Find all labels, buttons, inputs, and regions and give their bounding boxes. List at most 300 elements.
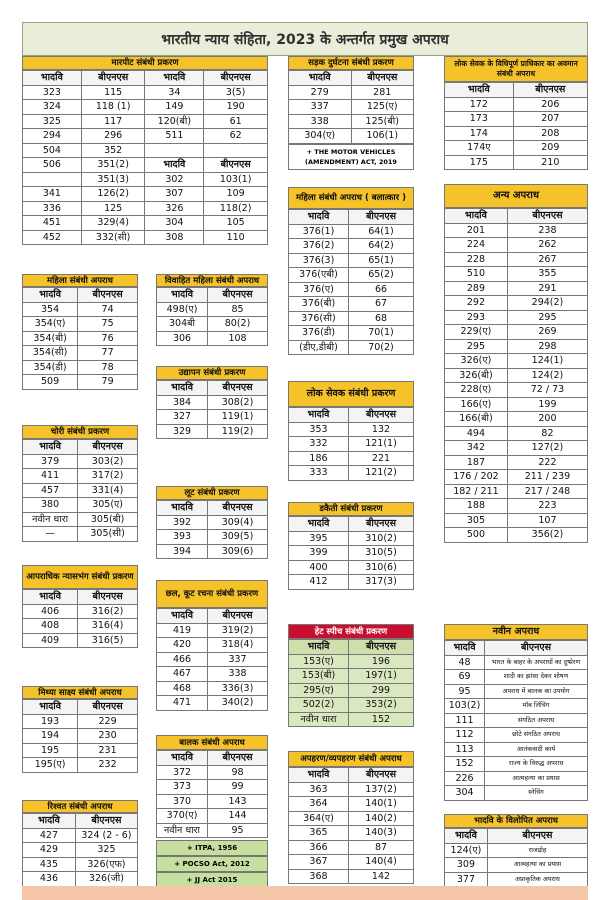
table-cell: 98: [208, 765, 268, 780]
table-cell: 206: [513, 97, 587, 112]
section-title: लोक सेवक के विधिपूर्ण प्राधिकार का अवमान संबंधी अपराध: [444, 56, 588, 82]
table-row: [23, 758, 138, 773]
column-header-ipc: भादवि: [445, 209, 508, 224]
column-header-bns: बीएनएस: [349, 640, 414, 655]
table-cell: 196: [349, 654, 414, 669]
table-row: [289, 451, 414, 466]
table-cell: 376(3): [289, 253, 349, 268]
table-row: [289, 531, 414, 546]
table-row: [289, 654, 414, 669]
header-row: [23, 590, 138, 605]
header-row: [289, 210, 414, 225]
table-row: [23, 114, 268, 129]
table-row: [23, 172, 268, 187]
table-row: [289, 782, 414, 797]
table-cell: 373: [157, 780, 208, 795]
table-cell: 406: [23, 604, 78, 619]
motor-vehicles-note: + THE MOTOR VEHICLES (AMENDMENT) ACT, 2019: [288, 144, 414, 170]
table-cell: 372: [157, 765, 208, 780]
table-cell: 238: [507, 223, 587, 238]
section-title: अपहरण/व्यपहरण संबंधी अपराध: [288, 751, 414, 767]
table-row: [23, 843, 138, 858]
table-cell: 326(एफ): [75, 857, 137, 872]
table-cell: 309(5): [208, 530, 268, 545]
column-header-bns: बीएनएस: [507, 209, 587, 224]
table-cell: 222: [507, 455, 587, 470]
table-cell: 174: [445, 126, 514, 141]
header-row: [289, 71, 414, 86]
table-cell: 172: [445, 97, 514, 112]
section-table: [22, 287, 138, 390]
table-cell: 376(डी): [289, 326, 349, 341]
section-table: [156, 287, 268, 346]
header-row: [289, 517, 414, 532]
table-row: [157, 652, 268, 667]
table-cell: 231: [78, 743, 138, 758]
table-row: [289, 340, 414, 355]
table-cell: 364(ए): [289, 811, 349, 826]
table-cell: 289: [445, 281, 508, 296]
table-row: [289, 268, 414, 283]
table-cell: स्नेचिंग: [485, 786, 588, 801]
table-row: [445, 354, 588, 369]
section-table: [22, 439, 138, 542]
table-row: [289, 840, 414, 855]
section-rishvat: [22, 800, 138, 887]
table-cell: 193: [23, 714, 78, 729]
table-cell: 338: [208, 667, 268, 682]
table-cell: 95: [445, 684, 485, 699]
section-title: अन्य अपराध: [444, 184, 588, 208]
table-cell: 305: [445, 513, 508, 528]
table-cell: 72 / 73: [507, 383, 587, 398]
table-cell: 365: [289, 826, 349, 841]
table-cell: 336(3): [208, 681, 268, 696]
table-cell: 457: [23, 483, 78, 498]
section-table: [156, 608, 268, 711]
table-cell: 368: [289, 869, 349, 884]
table-cell: 80(2): [208, 317, 268, 332]
table-row: [289, 253, 414, 268]
column-header-bns: बीएनएस: [349, 517, 414, 532]
table-cell: 64(2): [349, 239, 414, 254]
table-cell: 395: [289, 531, 349, 546]
header-row: [289, 408, 414, 423]
table-cell: 354: [23, 302, 78, 317]
table-cell: 137(2): [349, 782, 414, 797]
table-row: [157, 544, 268, 559]
table-cell: 471: [157, 696, 208, 711]
table-cell: 121(2): [349, 466, 414, 481]
table-cell: 140(2): [349, 811, 414, 826]
section-title: सड़क दुर्घटना संबंधी प्रकरण: [288, 56, 414, 70]
section-title: भादवि के विलोपित अपराध: [444, 814, 588, 828]
section-table: [22, 70, 268, 245]
table-cell: 435: [23, 857, 76, 872]
table-cell: 269: [507, 325, 587, 340]
table-cell: नवीन धारा: [23, 512, 78, 527]
section-table: [156, 380, 268, 439]
table-cell: 132: [349, 422, 414, 437]
column-header-bns: बीएनएस: [75, 814, 137, 829]
column-header-ipc: भादवि: [289, 408, 349, 423]
table-cell: आत्महत्या का प्रयास: [487, 858, 587, 873]
table-cell: 109: [204, 187, 268, 202]
table-cell: 354(ए): [23, 317, 78, 332]
table-row: [23, 201, 268, 216]
table-cell: 153(ए): [289, 654, 349, 669]
table-cell: 376(1): [289, 224, 349, 239]
section-mahila-balatkar: [288, 187, 414, 355]
section-table: [288, 516, 414, 590]
table-cell: 323: [23, 85, 82, 100]
section-table: [288, 407, 414, 481]
table-row: [445, 310, 588, 325]
table-row: [445, 252, 588, 267]
table-cell: 332: [289, 437, 349, 452]
section-udyapan: [156, 366, 268, 439]
table-row: [289, 826, 414, 841]
table-cell: 427: [23, 828, 76, 843]
table-row: [23, 483, 138, 498]
table-cell: 226: [445, 771, 485, 786]
table-cell: 187: [445, 455, 508, 470]
table-row: [445, 684, 588, 699]
table-cell: 217 / 248: [507, 484, 587, 499]
table-cell: 174ए: [445, 141, 514, 156]
section-title: लोक सेवक संबंधी प्रकरण: [288, 381, 414, 407]
table-row: [23, 143, 268, 158]
table-cell: आत्महत्या का प्रयास: [485, 771, 588, 786]
note-itpa: + ITPA, 1956: [156, 840, 268, 856]
section-table: [444, 640, 588, 801]
column-header-bns: बीएनएस: [78, 440, 138, 455]
table-cell: 221: [349, 451, 414, 466]
section-loot: [156, 486, 268, 559]
table-cell: 354(सी): [23, 346, 78, 361]
table-cell: 364: [289, 797, 349, 812]
table-cell: 68: [349, 311, 414, 326]
column-header-ipc: भादवि: [23, 288, 78, 303]
table-row: [23, 216, 268, 231]
table-row: [445, 713, 588, 728]
table-cell: 224: [445, 238, 508, 253]
table-cell: 108: [208, 331, 268, 346]
column-header-ipc: भादवि: [157, 381, 208, 396]
table-row: [289, 712, 414, 727]
table-cell: 332(सी): [81, 230, 145, 245]
section-dakaiti: [288, 502, 414, 590]
column-header-ipc: भादवि: [157, 501, 208, 516]
table-row: [157, 331, 268, 346]
table-cell: [204, 143, 268, 158]
table-cell: 380: [23, 498, 78, 513]
table-cell: 318(4): [208, 638, 268, 653]
table-row: [289, 683, 414, 698]
table-cell: 412: [289, 575, 349, 590]
table-row: [23, 187, 268, 202]
table-row: [445, 325, 588, 340]
section-loksevak-vidhi: [444, 56, 588, 170]
column-header-bns: बीएनएस: [208, 501, 268, 516]
table-cell: 152: [445, 757, 485, 772]
table-row: [23, 512, 138, 527]
table-cell: 326(जी): [75, 872, 137, 887]
header-row: [23, 71, 268, 86]
table-row: [157, 765, 268, 780]
table-cell: 310(6): [349, 560, 414, 575]
table-cell: 61: [204, 114, 268, 129]
table-cell: 324: [23, 100, 82, 115]
table-row: [289, 129, 414, 144]
header-row: [157, 609, 268, 624]
table-cell: 124(2): [507, 368, 587, 383]
table-cell: 142: [349, 869, 414, 884]
table-row: [445, 412, 588, 427]
table-cell: 82: [507, 426, 587, 441]
table-cell: 143: [208, 794, 268, 809]
table-cell: 319(2): [208, 623, 268, 638]
header-row: [157, 751, 268, 766]
table-cell: 498(ए): [157, 302, 208, 317]
table-cell: 299: [349, 683, 414, 698]
table-cell: भारत के बाहर के अपराधों का दुष्प्रेरण: [485, 655, 588, 670]
table-cell: 120(बी): [145, 114, 204, 129]
table-cell: 419: [157, 623, 208, 638]
table-row: [445, 786, 588, 801]
table-cell: 392: [157, 515, 208, 530]
table-cell: 342: [445, 441, 508, 456]
table-cell: 152: [349, 712, 414, 727]
table-cell: 296: [81, 129, 145, 144]
table-cell: अपराध में बालक का उपयोग: [485, 684, 588, 699]
table-cell: 106(1): [351, 129, 414, 144]
section-title: आपराधिक न्यासभंग संबंधी प्रकरण: [22, 565, 138, 589]
table-cell: 67: [349, 297, 414, 312]
table-cell: 3(5): [204, 85, 268, 100]
column-header-ipc: भादवि: [289, 517, 349, 532]
table-cell: 316(2): [78, 604, 138, 619]
table-row: [445, 126, 588, 141]
table-row: [23, 454, 138, 469]
table-cell: 79: [78, 375, 138, 390]
section-balak: [156, 735, 268, 888]
table-cell: 85: [208, 302, 268, 317]
table-cell: 353(2): [349, 698, 414, 713]
table-row: [23, 527, 138, 542]
table-cell: 376(ए): [289, 282, 349, 297]
table-row: [157, 681, 268, 696]
table-cell: संगठित अपराध: [485, 713, 588, 728]
table-cell: 75: [78, 317, 138, 332]
table-cell: 291: [507, 281, 587, 296]
table-row: [445, 771, 588, 786]
table-row: [445, 223, 588, 238]
table-row: [23, 872, 138, 887]
table-row: [289, 114, 414, 129]
section-mahila: [22, 274, 138, 390]
column-header-ipc: भादवि: [289, 768, 349, 783]
table-cell: 308: [145, 230, 204, 245]
table-cell: 317(2): [78, 469, 138, 484]
column-header-bns: बीएनएस: [78, 700, 138, 715]
table-row: [445, 441, 588, 456]
section-table: [288, 209, 414, 355]
table-cell: 78: [78, 360, 138, 375]
table-row: [289, 466, 414, 481]
table-cell: 500: [445, 528, 508, 543]
table-row: [445, 757, 588, 772]
table-cell: 211 / 239: [507, 470, 587, 485]
table-cell: 317(3): [349, 575, 414, 590]
table-cell: 281: [351, 85, 414, 100]
table-cell: 112: [445, 728, 485, 743]
table-cell: 353: [289, 422, 349, 437]
column-header-bns: बीएनएस: [208, 751, 268, 766]
column-header-ipc: भादवि: [145, 71, 204, 86]
table-row: [445, 141, 588, 156]
table-cell: 429: [23, 843, 76, 858]
table-row: [289, 575, 414, 590]
table-row: [289, 100, 414, 115]
table-cell: 121(1): [349, 437, 414, 452]
table-row: [289, 85, 414, 100]
table-cell: 409: [23, 633, 78, 648]
table-cell: 351(3): [81, 172, 145, 187]
table-cell: 494: [445, 426, 508, 441]
column-header-bns: बीएनएस: [78, 288, 138, 303]
section-hate-speech: [288, 624, 414, 727]
table-cell: 366: [289, 840, 349, 855]
table-cell: 99: [208, 780, 268, 795]
table-row: [445, 742, 588, 757]
table-row: [289, 811, 414, 826]
section-title: छल, कूट रचना संबंधी प्रकरण: [156, 580, 268, 608]
table-cell: 309(6): [208, 544, 268, 559]
table-row: [289, 224, 414, 239]
table-row: [289, 437, 414, 452]
table-cell: 197(1): [349, 669, 414, 684]
table-row: [445, 397, 588, 412]
table-row: [23, 469, 138, 484]
table-row: [23, 743, 138, 758]
table-cell: 336: [23, 201, 82, 216]
column-header-ipc: भादवि: [445, 641, 485, 656]
table-cell: भादवि: [145, 158, 204, 173]
section-title: महिला संबंधी अपराध ( बलात्कार ): [288, 187, 414, 209]
table-row: [157, 515, 268, 530]
table-cell: 324 (2 - 6): [75, 828, 137, 843]
header-row: [289, 768, 414, 783]
column-header-ipc: भादवि: [23, 814, 76, 829]
column-header-bns: बीएनएस: [78, 590, 138, 605]
table-cell: 111: [445, 713, 485, 728]
table-cell: [23, 172, 82, 187]
table-row: [157, 696, 268, 711]
table-cell: 166(बी): [445, 412, 508, 427]
table-cell: 115: [81, 85, 145, 100]
table-row: [23, 857, 138, 872]
section-mithya: [22, 686, 138, 773]
table-row: [23, 129, 268, 144]
table-cell: 337: [208, 652, 268, 667]
table-cell: छोटे संगठित अपराध: [485, 728, 588, 743]
table-row: [23, 604, 138, 619]
table-cell: 153(बी): [289, 669, 349, 684]
table-cell: 279: [289, 85, 352, 100]
table-row: [23, 346, 138, 361]
column-header-ipc: भादवि: [157, 609, 208, 624]
main-title: भारतीय न्याय संहिता, 2023 के अन्तर्गत प्रमुख अपराध: [22, 22, 588, 56]
table-cell: 119(2): [208, 424, 268, 439]
section-chhal: [156, 580, 268, 711]
section-title: डकैती संबंधी प्रकरण: [288, 502, 414, 516]
table-cell: 399: [289, 546, 349, 561]
table-row: [445, 513, 588, 528]
column-header-bns: बीएनएस: [485, 641, 588, 656]
table-row: [445, 455, 588, 470]
table-cell: 340(2): [208, 696, 268, 711]
table-cell: 408: [23, 619, 78, 634]
table-cell: 393: [157, 530, 208, 545]
section-naveen: [444, 624, 588, 801]
table-cell: 305(ए): [78, 498, 138, 513]
table-cell: (डीए,डीबी): [289, 340, 349, 355]
table-cell: 166(ए): [445, 397, 508, 412]
table-row: [157, 623, 268, 638]
section-title: विवाहित महिला संबंधी अपराध: [156, 274, 268, 287]
table-row: [23, 85, 268, 100]
table-cell: आतंकवादी कार्य: [485, 742, 588, 757]
table-cell: 304बी: [157, 317, 208, 332]
section-title: महिला संबंधी अपराध: [22, 274, 138, 287]
column-header-bns: बीएनएस: [81, 71, 145, 86]
table-cell: 124(1): [507, 354, 587, 369]
table-cell: 354(बी): [23, 331, 78, 346]
table-cell: 208: [513, 126, 587, 141]
header-row: [157, 288, 268, 303]
table-row: [23, 498, 138, 513]
table-row: [445, 858, 588, 873]
table-row: [289, 326, 414, 341]
table-cell: 355: [507, 267, 587, 282]
table-cell: 316(4): [78, 619, 138, 634]
column-header-bns: बीएनएस: [513, 83, 587, 98]
table-row: [289, 869, 414, 884]
table-cell: 125: [81, 201, 145, 216]
section-apradhik-nyas: [22, 565, 138, 648]
table-cell: 126(2): [81, 187, 145, 202]
table-cell: 504: [23, 143, 82, 158]
section-chori: [22, 425, 138, 542]
table-row: [445, 368, 588, 383]
table-cell: 329(4): [81, 216, 145, 231]
section-table: [156, 500, 268, 559]
table-cell: 125(ए): [351, 100, 414, 115]
table-cell: 325: [23, 114, 82, 129]
table-cell: 338: [289, 114, 352, 129]
table-row: [445, 872, 588, 887]
table-row: [289, 855, 414, 870]
table-row: [157, 823, 268, 838]
table-cell: 377: [445, 872, 488, 887]
table-cell: अप्राकृतिक अपराध: [487, 872, 587, 887]
header-row: [23, 814, 138, 829]
table-cell: 229: [78, 714, 138, 729]
header-row: [23, 288, 138, 303]
table-cell: 194: [23, 729, 78, 744]
table-row: [157, 638, 268, 653]
